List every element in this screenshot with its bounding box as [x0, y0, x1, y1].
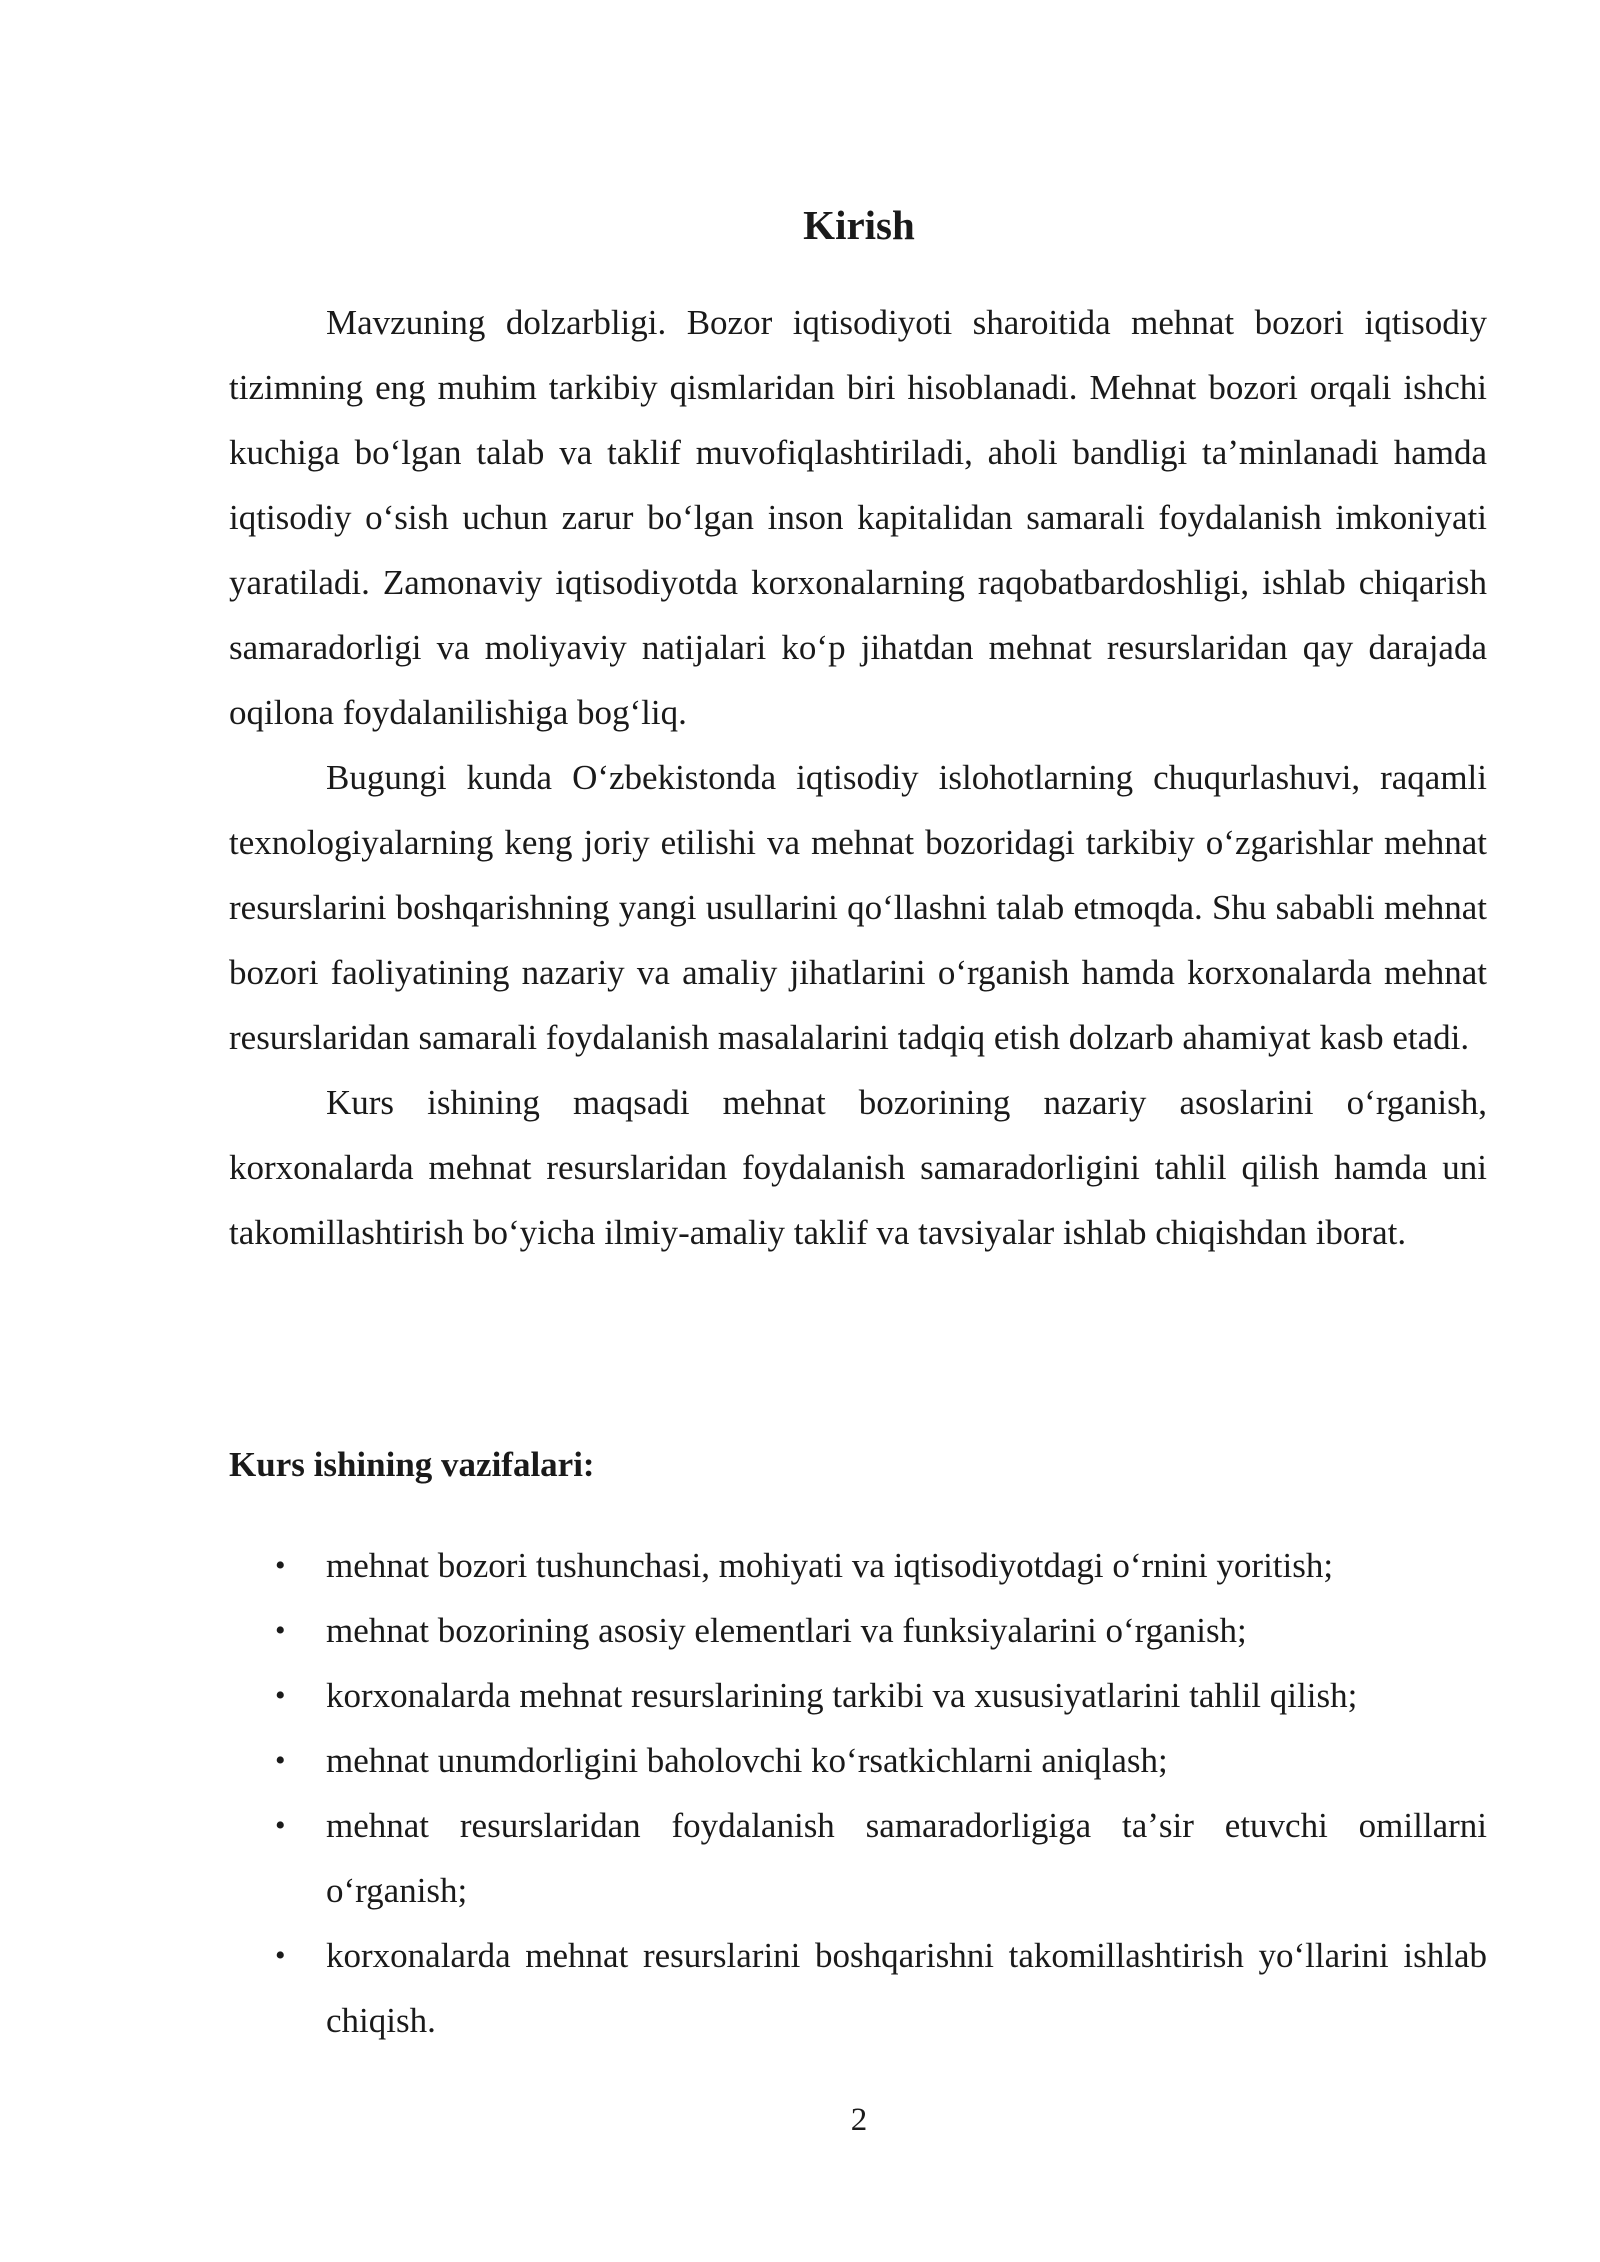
bullet-icon: •: [275, 1614, 286, 1647]
bullet-icon: •: [275, 1679, 286, 1712]
page-number: 2: [850, 2102, 868, 2138]
body-text: [229, 290, 1487, 1265]
list-item: [229, 1923, 1487, 2053]
tasks-heading: Kurs ishining vazifalari:: [229, 1445, 595, 1484]
list-item-text: mehnat bozori tushunchasi, mohiyati va iqtisodiyotdagi oʻrnini yoritish;: [326, 1546, 1334, 1585]
list-item-text: mehnat resurslaridan foydalanish samaradorligiga taʼsir etuvchi omillarni oʻrganish;: [326, 1806, 1487, 1910]
list-item: [229, 1598, 1487, 1663]
list-item-text: mehnat unumdorligini baholovchi koʻrsatkichlarni aniqlash;: [326, 1741, 1168, 1780]
list-item: [229, 1728, 1487, 1793]
list-item-text: korxonalarda mehnat resurslarining tarkibi va xususiyatlarini tahlil qilish;: [326, 1676, 1358, 1715]
list-item-text: mehnat bozorining asosiy elementlari va funksiyalarini oʻrganish;: [326, 1611, 1247, 1650]
paragraph-goal: Kurs ishining maqsadi mehnat bozorining nazariy asoslarini oʻrganish, korxonalarda mehnat resurslaridan foydalanish samaradorligini tahlil qilish hamda uni takomillashtirish boʻyicha ilmiy-amaliy taklif va tavsiyalar ishlab chiqishdan iborat.: [229, 1083, 1487, 1252]
list-item: [229, 1663, 1487, 1728]
bullet-icon: •: [275, 1744, 286, 1777]
bullet-icon: •: [275, 1809, 286, 1842]
bullet-icon: •: [275, 1549, 286, 1582]
paragraph-relevance: Mavzuning dolzarbligi. Bozor iqtisodiyoti sharoitida mehnat bozori iqtisodiy tizimning eng muhim tarkibiy qismlaridan biri hisoblanadi. Mehnat bozori orqali ishchi kuchiga boʻlgan talab va taklif muvofiqlashtiriladi, aholi bandligi taʼminlanadi hamda iqtisodiy oʻsish uchun zarur boʻlgan inson kapitalidan samarali foydalanish imkoniyati yaratiladi. Zamonaviy iqtisodiyotda korxonalarning raqobatbardoshligi, ishlab chiqarish samaradorligi va moliyaviy natijalari koʻp jihatdan mehnat resurslaridan qay darajada oqilona foydalanilishiga bogʻliq.: [229, 303, 1487, 732]
list-item: [229, 1533, 1487, 1598]
paragraph-context: Bugungi kunda Oʻzbekistonda iqtisodiy islohotlarning chuqurlashuvi, raqamli texnologiyalarning keng joriy etilishi va mehnat bozoridagi tarkibiy oʻzgarishlar mehnat resurslarini boshqarishning yangi usullarini qoʻllashni talab etmoqda. Shu sababli mehnat bozori faoliyatining nazariy va amaliy jihatlarini oʻrganish hamda korxonalarda mehnat resurslaridan samarali foydalanish masalalarini tadqiq etish dolzarb ahamiyat kasb etadi.: [229, 758, 1487, 1057]
task-list: [229, 1533, 1487, 2053]
list-item-text: korxonalarda mehnat resurslarini boshqarishni takomillashtirish yoʻllarini ishlab chiqish.: [326, 1936, 1487, 2040]
list-item: [229, 1793, 1487, 1923]
bullet-icon: •: [275, 1939, 286, 1972]
page-title: Kirish: [803, 202, 915, 248]
